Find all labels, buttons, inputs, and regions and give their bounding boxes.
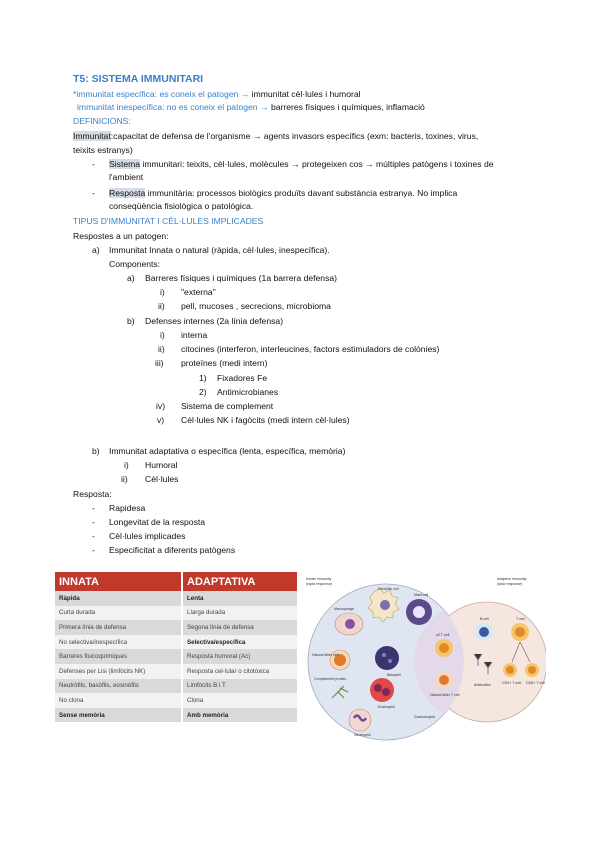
term-sistema: Sistema — [109, 159, 141, 169]
list-marker: iv) — [156, 401, 166, 411]
internal-defenses-internal: interna — [181, 330, 208, 340]
table-cell: Limfòcits B i T — [182, 679, 298, 694]
list-marker: b) — [92, 446, 100, 456]
table-cell: Neutròfils, basòfils, eosinòfils — [55, 679, 182, 694]
cd8-label: CD8+ T cell — [526, 681, 545, 685]
complement-label: Complement protein — [314, 677, 347, 681]
proteins: proteïnes (medi intern) — [181, 358, 268, 368]
resposta-heading: Resposta: — [73, 489, 112, 499]
definition-resposta — [109, 188, 457, 199]
document-title: T5: SISTEMA IMMUNITARI — [73, 73, 204, 85]
list-marker: i) — [124, 460, 129, 470]
barriers-external: "externa" — [181, 287, 216, 297]
table-row — [55, 606, 298, 621]
b-cell — [475, 623, 493, 641]
list-marker: a) — [127, 273, 135, 283]
bullet-dash: - — [92, 517, 95, 527]
table-cell: Resposta cel·lular o citotòxica — [182, 664, 298, 679]
iron-fixers: Fixadores Fe — [217, 373, 268, 383]
humoral: Humoral — [145, 460, 178, 470]
table-cell: Defenses per Lisi (limfòcits NK) — [55, 664, 182, 679]
intro-line-1 — [73, 89, 361, 100]
antibodies-label: Antibodies — [474, 683, 491, 687]
table-cell: Barreres fisicoquímiques — [55, 649, 182, 664]
innate-sublabel: (rapid response) — [306, 582, 333, 586]
cytokines: citocines (interferon, interleucines, factors estimuladors de colònies) — [181, 344, 440, 354]
bullet-dash: - — [92, 503, 95, 513]
respostes-heading: Respostes a un patogen: — [73, 231, 169, 241]
list-marker: iii) — [155, 358, 164, 368]
list-marker: 2) — [199, 387, 207, 397]
tcell-label: T cell — [516, 617, 525, 621]
table-row — [55, 708, 298, 723]
table-row — [55, 620, 298, 635]
bcell-label: B cell — [480, 617, 489, 621]
barriers-examples: pell, mucoses , secrecions, microbioma — [181, 301, 331, 311]
table-cell: Curta durada — [55, 606, 182, 621]
components-heading: Components: — [109, 259, 161, 269]
list-marker: ii) — [158, 301, 165, 311]
list-marker: i) — [160, 287, 165, 297]
table-cell: No selectiva/inespecífica — [55, 635, 182, 650]
intro-line-2 — [77, 102, 425, 113]
eosinophil-cell — [370, 678, 394, 702]
dendritic-label: Dendritic cell — [378, 587, 399, 591]
table-cell: Segona línia de defensa — [182, 620, 298, 635]
list-marker: 1) — [199, 373, 207, 383]
list-marker: ii) — [158, 344, 165, 354]
gd-t-cell — [435, 639, 453, 657]
table-cell: Selectiva/específica — [182, 635, 298, 650]
internal-defenses: Defenses internes (2a línia defensa) — [145, 316, 284, 326]
table-row — [55, 591, 298, 606]
term-immunitat: Immunitat — [73, 131, 111, 141]
types-heading: TIPUS D'IMMUNITAT I CÈL·LULES IMPLICADES — [73, 216, 264, 226]
mast-cell — [406, 599, 432, 625]
table-row — [55, 664, 298, 679]
bullet-dash: - — [92, 531, 95, 541]
list-marker: b) — [127, 316, 135, 326]
list-marker: a) — [92, 245, 100, 255]
macrophage-cell — [335, 613, 363, 635]
basophil-cell — [375, 646, 399, 670]
barriers: Barreres físiques i químiques (1a barrera defensa) — [145, 273, 338, 283]
header-innata: INNATA — [55, 572, 182, 591]
innate-immunity: Immunitat Innata o natural (ràpida, cèl·lules, inespecífica). — [109, 245, 330, 255]
table-row — [55, 635, 298, 650]
adaptive-immunity: Immunitat adaptativa o específica (lenta, específica, memòria) — [109, 446, 346, 456]
innate-label: Innate immunity — [306, 577, 332, 581]
list-marker: i) — [160, 330, 165, 340]
gdt-label: γδ T cell — [436, 633, 450, 637]
table-cell: Sense memòria — [55, 708, 182, 723]
nkt-cell — [435, 671, 453, 689]
resposta-item: Cèl·lules implicades — [109, 531, 186, 541]
intro-specific-detail: immunitat cèl·lules i humoral — [251, 89, 361, 99]
table-cell: Resposta humoral (Ac) — [182, 649, 298, 664]
immunitat-text: :capacitat de defensa de l'organisme → agents invasors específics (exm: bacteris, toxines, virus, — [110, 131, 479, 141]
mast-label: Mast cell — [414, 593, 429, 597]
resposta-item: Especificitat a diferents patògens — [109, 545, 236, 555]
bullet-dash: - — [92, 188, 95, 198]
table-header-row — [55, 572, 298, 591]
intro-nonspecific: immunitat inespecífica: no es coneix el patogen → — [77, 102, 269, 112]
nkt-label: Natural killer T cell — [430, 693, 460, 697]
cellular: Cèl·lules — [145, 474, 179, 484]
table-cell: Amb memòria — [182, 708, 298, 723]
cd4-label: CD4+ T cell — [502, 681, 521, 685]
bullet-dash: - — [92, 545, 95, 555]
eosinophil-label: Eosinophil — [378, 705, 395, 709]
table-cell: Clona — [182, 693, 298, 708]
resposta-text: immunitària: processos biològics produïts davant substància estranya. No implica — [147, 188, 458, 198]
sistema-text: immunitari: teixits, cèl·lules, molècules → protegeixen cos → múltiples patògens i toxines de — [142, 159, 494, 169]
comparison-table — [55, 572, 299, 722]
macrophage-label: Macrophage — [334, 607, 354, 611]
basophil-label: Basophil — [387, 673, 401, 677]
intro-nonspecific-detail: barreres físiques i químiques, inflamació — [270, 102, 425, 112]
immunity-diagram — [304, 570, 546, 748]
nk-label: Natural killer cell — [312, 653, 339, 657]
list-marker: ii) — [121, 474, 128, 484]
definition-sistema — [109, 159, 494, 170]
neutrophil-cell — [349, 709, 371, 731]
definition-sistema-cont: l'ambient — [109, 172, 144, 182]
table-row — [55, 649, 298, 664]
antimicrobials: Antimicrobianes — [217, 387, 279, 397]
definition-resposta-cont: conseqüència fisiològica o patològica. — [109, 201, 254, 211]
adaptive-sublabel: (slow response) — [497, 582, 523, 586]
neutrophil-label: Neutrophil — [354, 733, 371, 737]
bullet-dash: - — [92, 159, 95, 169]
adaptive-label: Adaptive immunity — [497, 577, 527, 581]
definition-immunitat-cont: teixits estranys) — [73, 145, 133, 155]
resposta-item: Longevitat de la resposta — [109, 517, 206, 527]
term-resposta: Resposta — [109, 188, 146, 198]
complement-system: Sistema de complement — [181, 401, 274, 411]
table-cell: Lenta — [182, 591, 298, 606]
definitions-heading: DEFINICIONS: — [73, 116, 131, 126]
table-cell: Llarga durada — [182, 606, 298, 621]
table-cell: Ràpida — [55, 591, 182, 606]
table-cell: Primera línia de defensa — [55, 620, 182, 635]
table-row — [55, 679, 298, 694]
granulocytes-label: Granulocytes — [414, 715, 436, 719]
table-row — [55, 693, 298, 708]
intro-specific: *immunitat específica: es coneix el patogen → — [73, 89, 250, 99]
resposta-item: Rapidesa — [109, 503, 146, 513]
table-cell: No clona — [55, 693, 182, 708]
nk-phagocytes: Cèl·lules NK i fagòcits (medi intern cèl·lules) — [181, 415, 350, 425]
header-adaptativa: ADAPTATIVA — [182, 572, 298, 591]
definition-immunitat — [73, 131, 478, 142]
list-marker: v) — [157, 415, 165, 425]
